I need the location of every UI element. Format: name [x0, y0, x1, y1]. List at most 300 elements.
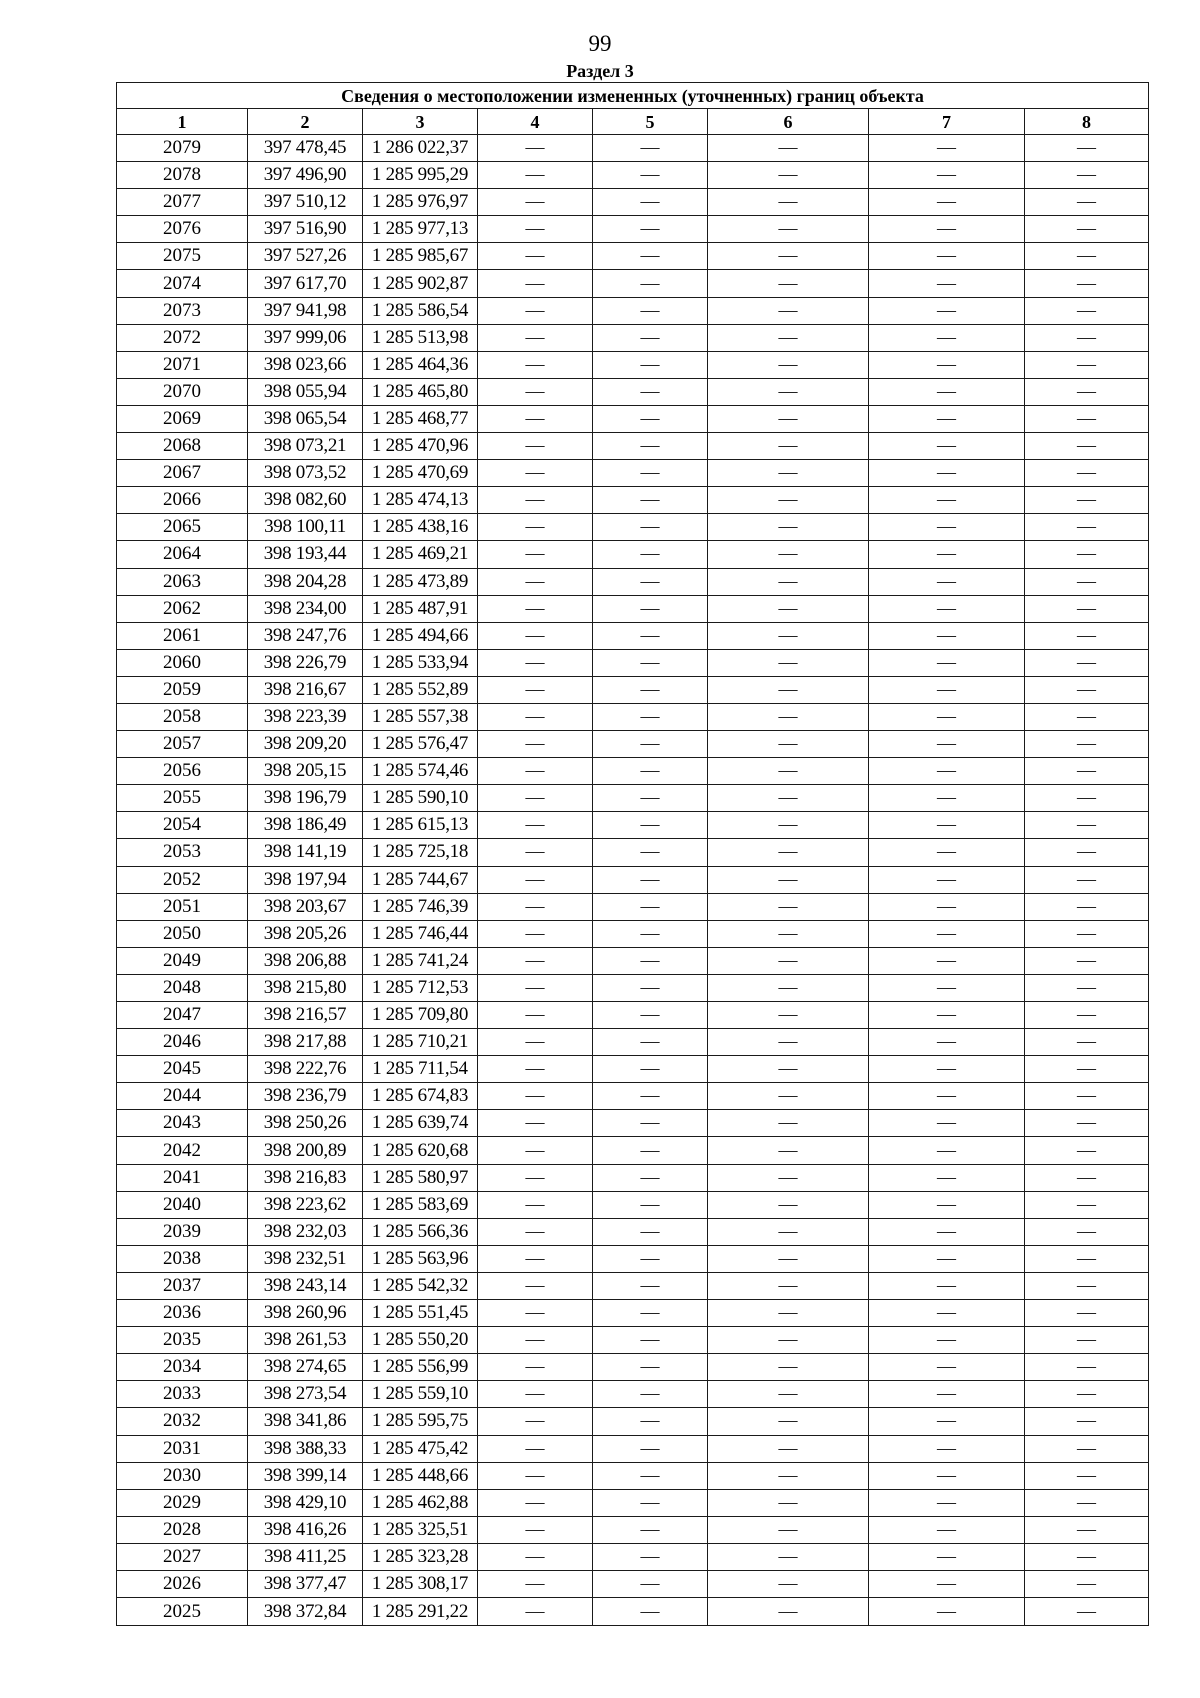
cell-col-8: —	[1025, 460, 1149, 487]
cell-col-7: —	[869, 1435, 1025, 1462]
cell-point-number: 2065	[117, 514, 248, 541]
cell-y-coordinate: 1 285 976,97	[363, 189, 478, 216]
cell-col-4: —	[478, 1137, 593, 1164]
cell-col-4: —	[478, 1435, 593, 1462]
cell-point-number: 2044	[117, 1083, 248, 1110]
column-header-6: 6	[708, 109, 869, 135]
cell-col-4: —	[478, 1327, 593, 1354]
cell-col-7: —	[869, 270, 1025, 297]
cell-col-4: —	[478, 135, 593, 162]
cell-col-6: —	[708, 270, 869, 297]
cell-col-7: —	[869, 703, 1025, 730]
table-row	[117, 1137, 1149, 1164]
cell-col-4: —	[478, 1110, 593, 1137]
cell-col-8: —	[1025, 514, 1149, 541]
cell-col-4: —	[478, 1164, 593, 1191]
cell-col-6: —	[708, 595, 869, 622]
cell-col-5: —	[593, 1570, 708, 1597]
cell-col-8: —	[1025, 1056, 1149, 1083]
table-row	[117, 1056, 1149, 1083]
cell-y-coordinate: 1 285 995,29	[363, 162, 478, 189]
cell-col-8: —	[1025, 270, 1149, 297]
cell-col-4: —	[478, 1516, 593, 1543]
cell-y-coordinate: 1 285 576,47	[363, 731, 478, 758]
cell-point-number: 2060	[117, 649, 248, 676]
cell-y-coordinate: 1 285 542,32	[363, 1272, 478, 1299]
cell-col-5: —	[593, 135, 708, 162]
cell-col-8: —	[1025, 162, 1149, 189]
cell-y-coordinate: 1 285 513,98	[363, 324, 478, 351]
cell-col-6: —	[708, 893, 869, 920]
cell-col-8: —	[1025, 405, 1149, 432]
cell-y-coordinate: 1 285 586,54	[363, 297, 478, 324]
cell-col-6: —	[708, 378, 869, 405]
cell-col-8: —	[1025, 1083, 1149, 1110]
table-row	[117, 1435, 1149, 1462]
cell-col-4: —	[478, 1381, 593, 1408]
cell-col-8: —	[1025, 758, 1149, 785]
cell-point-number: 2054	[117, 812, 248, 839]
page-number: 99	[588, 31, 612, 56]
cell-y-coordinate: 1 285 746,44	[363, 920, 478, 947]
cell-col-5: —	[593, 974, 708, 1001]
table-row	[117, 974, 1149, 1001]
table-row	[117, 676, 1149, 703]
cell-col-6: —	[708, 135, 869, 162]
cell-point-number: 2029	[117, 1489, 248, 1516]
cell-x-coordinate: 398 186,49	[248, 812, 363, 839]
cell-col-6: —	[708, 839, 869, 866]
cell-y-coordinate: 1 285 709,80	[363, 1002, 478, 1029]
table-row	[117, 622, 1149, 649]
cell-y-coordinate: 1 285 464,36	[363, 351, 478, 378]
cell-col-8: —	[1025, 1570, 1149, 1597]
table-row	[117, 297, 1149, 324]
cell-point-number: 2026	[117, 1570, 248, 1597]
cell-col-7: —	[869, 1489, 1025, 1516]
cell-col-5: —	[593, 703, 708, 730]
cell-col-5: —	[593, 351, 708, 378]
table-row	[117, 1489, 1149, 1516]
column-header-8: 8	[1025, 109, 1149, 135]
cell-col-7: —	[869, 1598, 1025, 1626]
cell-col-7: —	[869, 1570, 1025, 1597]
cell-col-7: —	[869, 216, 1025, 243]
cell-y-coordinate: 1 285 977,13	[363, 216, 478, 243]
cell-y-coordinate: 1 285 474,13	[363, 487, 478, 514]
cell-col-5: —	[593, 487, 708, 514]
cell-x-coordinate: 398 206,88	[248, 947, 363, 974]
cell-x-coordinate: 398 216,83	[248, 1164, 363, 1191]
cell-point-number: 2076	[117, 216, 248, 243]
table-row	[117, 270, 1149, 297]
cell-col-4: —	[478, 1191, 593, 1218]
cell-col-8: —	[1025, 974, 1149, 1001]
cell-point-number: 2041	[117, 1164, 248, 1191]
cell-col-5: —	[593, 1300, 708, 1327]
cell-x-coordinate: 398 073,52	[248, 460, 363, 487]
table-row	[117, 920, 1149, 947]
cell-col-4: —	[478, 351, 593, 378]
cell-col-5: —	[593, 405, 708, 432]
cell-x-coordinate: 398 388,33	[248, 1435, 363, 1462]
cell-col-7: —	[869, 1516, 1025, 1543]
cell-y-coordinate: 1 285 711,54	[363, 1056, 478, 1083]
cell-col-5: —	[593, 1083, 708, 1110]
cell-x-coordinate: 397 478,45	[248, 135, 363, 162]
cell-x-coordinate: 398 247,76	[248, 622, 363, 649]
cell-x-coordinate: 398 065,54	[248, 405, 363, 432]
cell-col-4: —	[478, 785, 593, 812]
cell-y-coordinate: 1 285 620,68	[363, 1137, 478, 1164]
cell-col-7: —	[869, 758, 1025, 785]
cell-col-7: —	[869, 1083, 1025, 1110]
cell-col-7: —	[869, 649, 1025, 676]
cell-col-4: —	[478, 433, 593, 460]
cell-col-6: —	[708, 1516, 869, 1543]
cell-col-5: —	[593, 568, 708, 595]
cell-col-8: —	[1025, 243, 1149, 270]
cell-col-7: —	[869, 351, 1025, 378]
cell-y-coordinate: 1 285 580,97	[363, 1164, 478, 1191]
table-row	[117, 1381, 1149, 1408]
cell-col-6: —	[708, 866, 869, 893]
cell-col-7: —	[869, 1137, 1025, 1164]
cell-point-number: 2049	[117, 947, 248, 974]
cell-col-6: —	[708, 460, 869, 487]
table-row	[117, 785, 1149, 812]
column-header-2: 2	[248, 109, 363, 135]
cell-col-6: —	[708, 622, 869, 649]
cell-x-coordinate: 398 411,25	[248, 1543, 363, 1570]
table-row	[117, 731, 1149, 758]
cell-point-number: 2039	[117, 1218, 248, 1245]
cell-col-5: —	[593, 1164, 708, 1191]
cell-col-4: —	[478, 162, 593, 189]
cell-col-4: —	[478, 514, 593, 541]
cell-y-coordinate: 1 285 712,53	[363, 974, 478, 1001]
cell-col-4: —	[478, 324, 593, 351]
cell-point-number: 2030	[117, 1462, 248, 1489]
cell-col-7: —	[869, 1381, 1025, 1408]
cell-x-coordinate: 398 274,65	[248, 1354, 363, 1381]
cell-y-coordinate: 1 286 022,37	[363, 135, 478, 162]
cell-col-5: —	[593, 920, 708, 947]
table-row	[117, 460, 1149, 487]
table-row	[117, 947, 1149, 974]
table-row	[117, 1218, 1149, 1245]
table-row	[117, 135, 1149, 162]
cell-col-8: —	[1025, 378, 1149, 405]
cell-point-number: 2055	[117, 785, 248, 812]
cell-col-5: —	[593, 1381, 708, 1408]
cell-col-5: —	[593, 595, 708, 622]
cell-col-6: —	[708, 433, 869, 460]
cell-col-4: —	[478, 1002, 593, 1029]
table-row	[117, 595, 1149, 622]
cell-col-5: —	[593, 514, 708, 541]
cell-col-4: —	[478, 405, 593, 432]
table-row	[117, 1570, 1149, 1597]
table-row	[117, 866, 1149, 893]
cell-col-8: —	[1025, 324, 1149, 351]
cell-col-5: —	[593, 216, 708, 243]
cell-col-8: —	[1025, 839, 1149, 866]
cell-col-8: —	[1025, 1191, 1149, 1218]
cell-x-coordinate: 398 055,94	[248, 378, 363, 405]
table-row	[117, 839, 1149, 866]
cell-col-8: —	[1025, 893, 1149, 920]
cell-col-7: —	[869, 460, 1025, 487]
cell-col-8: —	[1025, 812, 1149, 839]
cell-point-number: 2045	[117, 1056, 248, 1083]
cell-col-7: —	[869, 405, 1025, 432]
cell-col-7: —	[869, 1191, 1025, 1218]
cell-col-8: —	[1025, 1516, 1149, 1543]
table-row	[117, 216, 1149, 243]
cell-col-8: —	[1025, 297, 1149, 324]
table-row	[117, 162, 1149, 189]
cell-col-8: —	[1025, 1327, 1149, 1354]
cell-x-coordinate: 398 205,26	[248, 920, 363, 947]
table-row	[117, 1327, 1149, 1354]
cell-col-6: —	[708, 920, 869, 947]
cell-point-number: 2059	[117, 676, 248, 703]
cell-col-5: —	[593, 243, 708, 270]
table-row	[117, 1354, 1149, 1381]
cell-col-4: —	[478, 1598, 593, 1626]
cell-point-number: 2033	[117, 1381, 248, 1408]
cell-col-4: —	[478, 758, 593, 785]
cell-col-5: —	[593, 731, 708, 758]
cell-col-5: —	[593, 1137, 708, 1164]
cell-col-6: —	[708, 758, 869, 785]
table-row	[117, 189, 1149, 216]
cell-col-4: —	[478, 947, 593, 974]
cell-x-coordinate: 398 216,67	[248, 676, 363, 703]
cell-col-5: —	[593, 1462, 708, 1489]
cell-col-8: —	[1025, 1002, 1149, 1029]
cell-y-coordinate: 1 285 291,22	[363, 1598, 478, 1626]
cell-col-5: —	[593, 1327, 708, 1354]
cell-x-coordinate: 398 100,11	[248, 514, 363, 541]
cell-col-6: —	[708, 812, 869, 839]
column-header-7: 7	[869, 109, 1025, 135]
cell-col-8: —	[1025, 1300, 1149, 1327]
cell-y-coordinate: 1 285 556,99	[363, 1354, 478, 1381]
cell-col-4: —	[478, 460, 593, 487]
cell-x-coordinate: 398 141,19	[248, 839, 363, 866]
cell-col-8: —	[1025, 541, 1149, 568]
cell-col-5: —	[593, 1598, 708, 1626]
cell-point-number: 2025	[117, 1598, 248, 1626]
cell-point-number: 2048	[117, 974, 248, 1001]
cell-col-4: —	[478, 974, 593, 1001]
cell-x-coordinate: 398 260,96	[248, 1300, 363, 1327]
column-header-row	[117, 109, 1149, 135]
cell-col-6: —	[708, 1598, 869, 1626]
cell-col-6: —	[708, 541, 869, 568]
cell-col-5: —	[593, 378, 708, 405]
cell-col-7: —	[869, 1462, 1025, 1489]
cell-point-number: 2077	[117, 189, 248, 216]
cell-col-4: —	[478, 866, 593, 893]
cell-col-4: —	[478, 1083, 593, 1110]
table-row	[117, 1408, 1149, 1435]
column-header-5: 5	[593, 109, 708, 135]
cell-x-coordinate: 397 941,98	[248, 297, 363, 324]
cell-col-7: —	[869, 243, 1025, 270]
cell-col-6: —	[708, 676, 869, 703]
cell-col-5: —	[593, 785, 708, 812]
cell-col-4: —	[478, 487, 593, 514]
cell-y-coordinate: 1 285 559,10	[363, 1381, 478, 1408]
cell-col-8: —	[1025, 189, 1149, 216]
cell-x-coordinate: 398 023,66	[248, 351, 363, 378]
cell-point-number: 2078	[117, 162, 248, 189]
cell-col-6: —	[708, 1110, 869, 1137]
cell-col-8: —	[1025, 731, 1149, 758]
table-row	[117, 703, 1149, 730]
cell-x-coordinate: 398 223,39	[248, 703, 363, 730]
cell-col-7: —	[869, 297, 1025, 324]
cell-y-coordinate: 1 285 468,77	[363, 405, 478, 432]
cell-col-4: —	[478, 1543, 593, 1570]
cell-col-7: —	[869, 162, 1025, 189]
cell-y-coordinate: 1 285 462,88	[363, 1489, 478, 1516]
cell-col-7: —	[869, 135, 1025, 162]
cell-col-7: —	[869, 947, 1025, 974]
table-row	[117, 243, 1149, 270]
cell-col-6: —	[708, 1164, 869, 1191]
cell-point-number: 2040	[117, 1191, 248, 1218]
cell-col-5: —	[593, 189, 708, 216]
cell-col-4: —	[478, 676, 593, 703]
cell-y-coordinate: 1 285 552,89	[363, 676, 478, 703]
cell-y-coordinate: 1 285 902,87	[363, 270, 478, 297]
cell-point-number: 2035	[117, 1327, 248, 1354]
table-row	[117, 433, 1149, 460]
cell-col-8: —	[1025, 1543, 1149, 1570]
cell-col-8: —	[1025, 568, 1149, 595]
table-row	[117, 378, 1149, 405]
section-label: Раздел 3	[566, 61, 634, 81]
cell-col-7: —	[869, 812, 1025, 839]
cell-x-coordinate: 397 496,90	[248, 162, 363, 189]
cell-col-5: —	[593, 1056, 708, 1083]
cell-col-7: —	[869, 1002, 1025, 1029]
cell-col-5: —	[593, 1354, 708, 1381]
cell-col-5: —	[593, 1218, 708, 1245]
cell-col-5: —	[593, 1110, 708, 1137]
table-body	[117, 135, 1149, 1626]
cell-col-6: —	[708, 1327, 869, 1354]
cell-col-5: —	[593, 541, 708, 568]
cell-x-coordinate: 398 226,79	[248, 649, 363, 676]
cell-x-coordinate: 398 196,79	[248, 785, 363, 812]
cell-y-coordinate: 1 285 469,21	[363, 541, 478, 568]
cell-col-7: —	[869, 920, 1025, 947]
cell-col-6: —	[708, 189, 869, 216]
cell-y-coordinate: 1 285 465,80	[363, 378, 478, 405]
cell-point-number: 2070	[117, 378, 248, 405]
cell-col-8: —	[1025, 622, 1149, 649]
cell-col-4: —	[478, 731, 593, 758]
cell-point-number: 2038	[117, 1245, 248, 1272]
cell-col-8: —	[1025, 1408, 1149, 1435]
cell-col-4: —	[478, 1300, 593, 1327]
cell-col-4: —	[478, 1056, 593, 1083]
cell-y-coordinate: 1 285 557,38	[363, 703, 478, 730]
cell-y-coordinate: 1 285 487,91	[363, 595, 478, 622]
cell-col-4: —	[478, 243, 593, 270]
cell-col-7: —	[869, 731, 1025, 758]
cell-col-8: —	[1025, 1245, 1149, 1272]
cell-col-7: —	[869, 189, 1025, 216]
cell-col-7: —	[869, 839, 1025, 866]
cell-col-8: —	[1025, 1354, 1149, 1381]
cell-x-coordinate: 398 250,26	[248, 1110, 363, 1137]
cell-col-6: —	[708, 514, 869, 541]
cell-point-number: 2050	[117, 920, 248, 947]
cell-y-coordinate: 1 285 595,75	[363, 1408, 478, 1435]
cell-col-5: —	[593, 162, 708, 189]
cell-y-coordinate: 1 285 574,46	[363, 758, 478, 785]
cell-col-4: —	[478, 1354, 593, 1381]
cell-col-4: —	[478, 270, 593, 297]
cell-y-coordinate: 1 285 741,24	[363, 947, 478, 974]
cell-col-8: —	[1025, 1272, 1149, 1299]
table-row	[117, 324, 1149, 351]
cell-point-number: 2052	[117, 866, 248, 893]
table-row	[117, 541, 1149, 568]
cell-y-coordinate: 1 285 590,10	[363, 785, 478, 812]
cell-col-5: —	[593, 1489, 708, 1516]
cell-col-8: —	[1025, 487, 1149, 514]
cell-col-4: —	[478, 378, 593, 405]
cell-x-coordinate: 398 243,14	[248, 1272, 363, 1299]
table-row	[117, 514, 1149, 541]
cell-col-4: —	[478, 297, 593, 324]
cell-col-5: —	[593, 866, 708, 893]
cell-col-7: —	[869, 1056, 1025, 1083]
cell-point-number: 2056	[117, 758, 248, 785]
cell-col-4: —	[478, 216, 593, 243]
cell-y-coordinate: 1 285 438,16	[363, 514, 478, 541]
cell-col-5: —	[593, 839, 708, 866]
cell-col-6: —	[708, 785, 869, 812]
cell-y-coordinate: 1 285 985,67	[363, 243, 478, 270]
table-row	[117, 1598, 1149, 1626]
cell-col-8: —	[1025, 595, 1149, 622]
cell-col-6: —	[708, 1462, 869, 1489]
cell-col-7: —	[869, 568, 1025, 595]
cell-point-number: 2043	[117, 1110, 248, 1137]
cell-col-6: —	[708, 297, 869, 324]
cell-col-5: —	[593, 324, 708, 351]
cell-col-5: —	[593, 893, 708, 920]
cell-y-coordinate: 1 285 674,83	[363, 1083, 478, 1110]
cell-col-7: —	[869, 866, 1025, 893]
cell-x-coordinate: 398 261,53	[248, 1327, 363, 1354]
cell-x-coordinate: 397 527,26	[248, 243, 363, 270]
cell-col-8: —	[1025, 1489, 1149, 1516]
cell-col-4: —	[478, 595, 593, 622]
cell-col-6: —	[708, 1083, 869, 1110]
cell-col-4: —	[478, 1489, 593, 1516]
cell-col-8: —	[1025, 433, 1149, 460]
cell-col-8: —	[1025, 1435, 1149, 1462]
